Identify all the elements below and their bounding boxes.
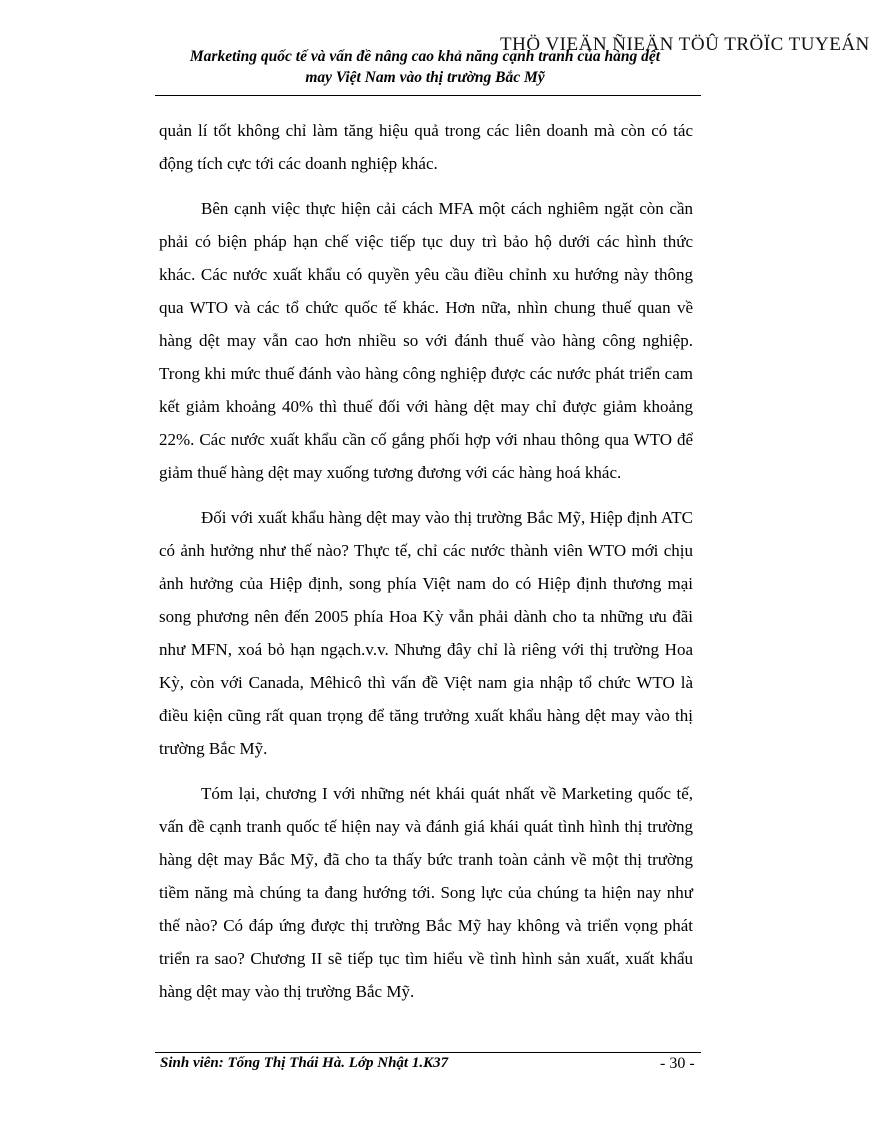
- paragraph-mfa-reform: Bên cạnh việc thực hiện cải cách MFA một cách nghiêm ngặt còn cần phải có biện pháp hạn chế việc tiếp tục duy trì bảo hộ dưới các hình thức khác. Các nước xuất khẩu có quyền yêu cầu điều chỉnh xu hướng này thông qua WTO và các tổ chức quốc tế khác. Hơn nữa, nhìn chung thuế quan về hàng dệt may vẫn cao hơn nhiều so với đánh thuế vào hàng công nghiệp. Trong khi mức thuế đánh vào hàng công nghiệp được các nước phát triển cam kết giảm khoảng 40% thì thuế đối với hàng dệt may chỉ được giảm khoảng 22%. Các nước xuất khẩu cần cố gắng phối hợp với nhau thông qua WTO để giảm thuế hàng dệt may xuống tương đương với các hàng hoá khác.: [159, 199, 693, 482]
- page-header: [155, 46, 695, 88]
- header-title-line-1: Marketing quốc tế và vấn đề nâng cao khả năng cạnh tranh của hàng dệt: [189, 48, 661, 65]
- paragraph-chapter-summary: Tóm lại, chương I với những nét khái quát nhất về Marketing quốc tế, vấn đề cạnh tranh quốc tế hiện nay và đánh giá khái quát tình hình thị trường hàng dệt may Bắc Mỹ, đã cho ta thấy bức tranh toàn cảnh về một thị trường tiềm năng mà chúng ta đang hướng tới. Song lực của chúng ta hiện nay như thế nào? Có đáp ứng được thị trường Bắc Mỹ hay không và triển vọng phát triển ra sao? Chương II sẽ tiếp tục tìm hiểu về tình hình sản xuất, xuất khẩu hàng dệt may vào thị trường Bắc Mỹ.: [159, 784, 693, 1001]
- header-title-line-2: may Việt Nam vào thị trường Bắc Mỹ: [305, 69, 545, 86]
- paragraph-atc-agreement: Đối với xuất khẩu hàng dệt may vào thị trường Bắc Mỹ, Hiệp định ATC có ảnh hưởng như thế nào? Thực tế, chỉ các nước thành viên WTO mới chịu ảnh hưởng của Hiệp định, song phía Việt nam do có Hiệp định thương mại song phương nên đến 2005 phía Hoa Kỳ vẫn phải dành cho ta những ưu đãi như MFN, xoá bỏ hạn ngạch.v.v. Nhưng đây chỉ là riêng với thị trường Hoa Kỳ, còn với Canada, Mêhicô thì vấn đề Việt nam gia nhập tổ chức WTO là điều kiện cũng rất quan trọng để tăng trưởng xuất khẩu hàng dệt may vào thị trường Bắc Mỹ.: [159, 508, 693, 758]
- document-body: [159, 114, 693, 1020]
- library-watermark: THÖ VIEÄN ÑIEÄN TÖÛ TRÖÏC TUYEÁN: [500, 34, 870, 55]
- footer-student-info: Sinh viên: Tống Thị Thái Hà. Lớp Nhật 1.K37: [160, 1055, 449, 1071]
- footer-divider: [155, 1052, 701, 1053]
- page-number: - 30 -: [660, 1055, 695, 1072]
- header-divider: [155, 95, 701, 96]
- paragraph-continuation: quản lí tốt không chỉ làm tăng hiệu quả trong các liên doanh mà còn có tác động tích cực tới các doanh nghiệp khác.: [159, 121, 693, 173]
